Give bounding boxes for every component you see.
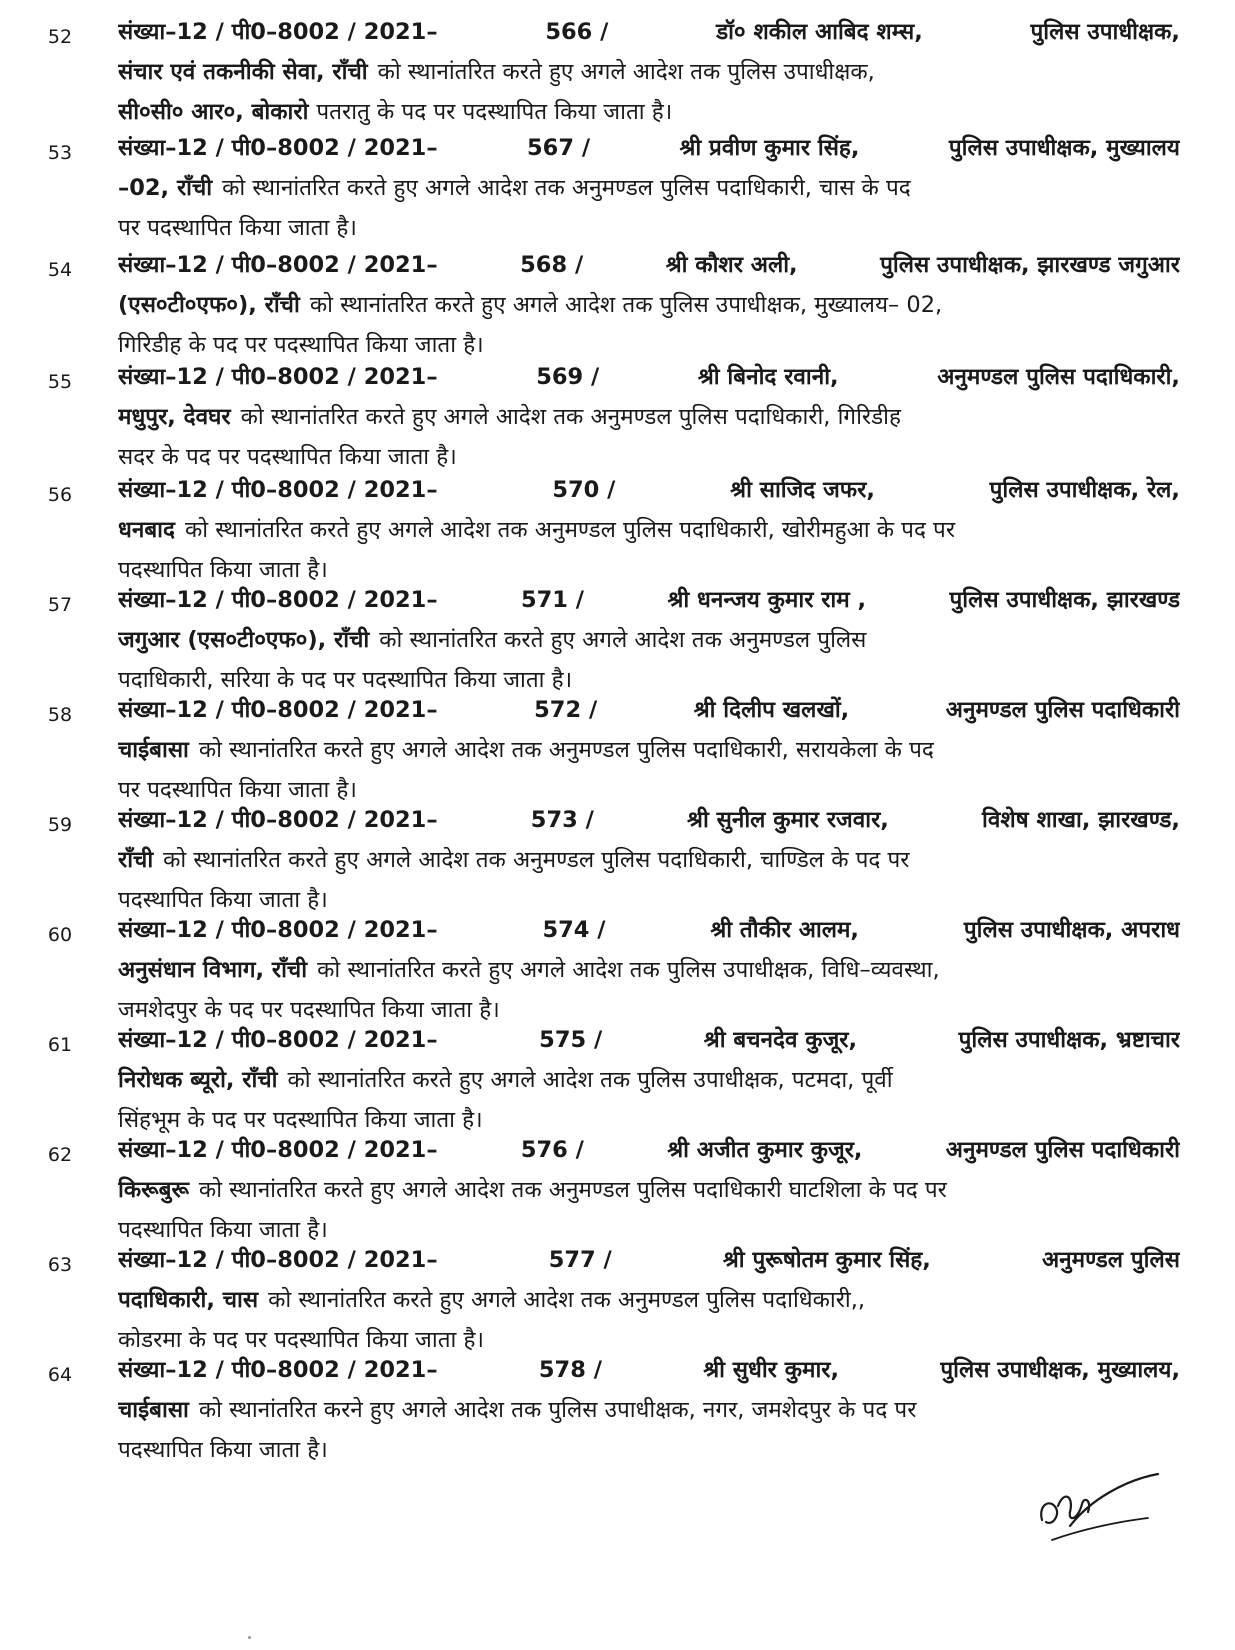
serial-number: 60 [47,924,73,946]
order-text: को स्थानांतरित करते हुए अगले आदेश तक पुलिस उपाधीक्षक, मुख्यालय– 02, [309,292,943,318]
entry-text [118,357,1180,477]
order-text: को स्थानांतरित करते हुए अगले आदेश तक अनुमण्डल पुलिस पदाधिकारी, चास के पद [222,175,911,201]
posting-place: पदाधिकारी, चास [118,1287,259,1313]
entry-text [118,690,1180,810]
order-text: को स्थानांतरित करते हुए अगले आदेश तक पुलिस उपाधीक्षक, पटमदा, पूर्वी [287,1067,893,1093]
entry-line-3 [118,1430,1180,1470]
officer-designation: अनुमण्डल पुलिस पदाधिकारी, [937,364,1180,390]
order-number: 568 / [520,252,584,278]
order-text: को स्थानांतरित करते हुए अगले आदेश तक अनुमण्डल पुलिस पदाधिकारी, सरायकेला के पद [198,737,934,763]
entry-line-2 [118,620,1180,660]
serial-number: 59 [47,814,73,836]
officer-name: श्री प्रवीण कुमार सिंह, [679,135,860,161]
officer-name: श्री सुनील कुमार रजवार, [687,807,889,833]
entry-line-3 [118,92,1180,132]
officer-designation: विशेष शाखा, झारखण्ड, [982,807,1180,833]
officer-designation: पुलिस उपाधीक्षक, [1030,19,1180,45]
posting-place: राँची [118,847,154,873]
entry-line-2 [118,840,1180,880]
serial-number: 52 [47,26,73,48]
reference-number: संख्या–12 / पी0–8002 / 2021– [118,135,438,161]
order-number: 577 / [548,1247,612,1273]
order-number: 573 / [530,807,594,833]
reference-number: संख्या–12 / पी0–8002 / 2021– [118,477,438,503]
entry-text [118,1350,1180,1470]
entry-text [118,1130,1180,1250]
officer-name: श्री दिलीप खलखों, [693,697,850,723]
reference-number: संख्या–12 / पी0–8002 / 2021– [118,364,438,390]
entry-line-1 [118,357,1180,397]
order-text: को स्थानांतरित करते हुए अगले आदेश तक अनुमण्डल पुलिस पदाधिकारी, चाण्डिल के पद पर [163,847,910,873]
order-closing: पदाधिकारी, सरिया के पद पर पदस्थापित किया जाता है। [118,667,573,693]
order-text: को स्थानांतरित करने हुए अगले आदेश तक पुलिस उपाधीक्षक, नगर, जमशेदपुर के पद पर [198,1397,917,1423]
entry-line-1 [118,470,1180,510]
officer-name: श्री बिनोद रवानी, [697,364,839,390]
officer-designation: पुलिस उपाधीक्षक, झारखण्ड जगुआर [880,252,1180,278]
officer-designation: पुलिस उपाधीक्षक, भ्रष्टाचार [958,1027,1180,1053]
entry-text [118,470,1180,590]
posting-place: चाईबासा [118,737,189,763]
order-number: 571 / [521,587,585,613]
reference-number: संख्या–12 / पी0–8002 / 2021– [118,1357,438,1383]
entry-line-2 [118,168,1180,208]
entry-line-1 [118,1020,1180,1060]
entry-line-2 [118,730,1180,770]
order-number: 566 / [545,19,609,45]
posting-place: मधुपुर, देवघर [118,404,231,430]
officer-designation: पुलिस उपाधीक्षक, रेल, [989,477,1180,503]
officer-name: श्री कौशर अली, [665,252,798,278]
serial-number: 61 [47,1034,73,1056]
order-closing: सदर के पद पर पदस्थापित किया जाता है। [118,444,457,470]
entry-line-1 [118,128,1180,168]
officer-designation: पुलिस उपाधीक्षक, अपराध [963,917,1180,943]
order-closing: पदस्थापित किया जाता है। [118,1437,328,1463]
officer-designation: पुलिस उपाधीक्षक, मुख्यालय [948,135,1180,161]
entry-line-2 [118,52,1180,92]
entry-line-1 [118,1350,1180,1390]
posting-place: (एस०टी०एफ०), राँची [118,292,300,318]
officer-designation: अनुमण्डल पुलिस पदाधिकारी [945,1137,1180,1163]
officer-name: श्री अजीत कुमार कुजूर, [667,1137,863,1163]
entry-line-2 [118,1390,1180,1430]
entry-text [118,910,1180,1030]
reference-number: संख्या–12 / पी0–8002 / 2021– [118,587,438,613]
entry-line-1 [118,580,1180,620]
officer-designation: पुलिस उपाधीक्षक, मुख्यालय, [940,1357,1180,1383]
serial-number: 57 [47,594,73,616]
officer-name: श्री साजिद जफर, [730,477,875,503]
entry-text [118,1240,1180,1360]
order-closing: कोडरमा के पद पर पदस्थापित किया जाता है। [118,1327,484,1353]
serial-number: 53 [47,142,73,164]
entry-text [118,580,1180,700]
officer-name: श्री सुधीर कुमार, [703,1357,840,1383]
order-number: 567 / [527,135,591,161]
posting-place: चाईबासा [118,1397,189,1423]
order-number: 569 / [536,364,600,390]
order-closing: पदस्थापित किया जाता है। [118,557,328,583]
order-closing: पर पदस्थापित किया जाता है। [118,777,357,803]
order-number: 572 / [534,697,598,723]
officer-designation: अनुमण्डल पुलिस पदाधिकारी [945,697,1180,723]
order-number: 574 / [542,917,606,943]
reference-number: संख्या–12 / पी0–8002 / 2021– [118,1247,438,1273]
entry-line-1 [118,12,1180,52]
posting-place: जगुआर (एस०टी०एफ०), राँची [118,627,370,653]
serial-number: 62 [47,1144,73,1166]
officer-designation: अनुमण्डल पुलिस [1041,1247,1180,1273]
posting-place: निरोधक ब्यूरो, राँची [118,1067,278,1093]
officer-name: श्री बचनदेव कुजूर, [703,1027,858,1053]
entry-line-1 [118,690,1180,730]
entry-text [118,12,1180,132]
reference-number: संख्या–12 / पी0–8002 / 2021– [118,697,438,723]
entry-line-1 [118,910,1180,950]
order-text: को स्थानांतरित करते हुए अगले आदेश तक अनुमण्डल पुलिस पदाधिकारी, खोरीमहुआ के पद पर [184,517,956,543]
order-number: 576 / [520,1137,584,1163]
serial-number: 58 [47,704,73,726]
order-closing: सिंहभूम के पद पर पदस्थापित किया जाता है। [118,1107,483,1133]
posting-place: संचार एवं तकनीकी सेवा, राँची [118,59,368,85]
officer-designation: पुलिस उपाधीक्षक, झारखण्ड [949,587,1180,613]
entry-line-2 [118,1060,1180,1100]
order-number: 570 / [552,477,616,503]
posting-place: धनबाद [118,517,175,543]
reference-number: संख्या–12 / पी0–8002 / 2021– [118,252,438,278]
posting-place-continued: सी०सी० आर०, बोकारो [118,99,309,125]
order-text: को स्थानांतरित करते हुए अगले आदेश तक अनुमण्डल पुलिस पदाधिकारी, गिरिडीह [240,404,901,430]
entry-line-2 [118,510,1180,550]
serial-number: 56 [47,484,73,506]
entry-line-2 [118,397,1180,437]
order-text: को स्थानांतरित करते हुए अगले आदेश तक पुलिस उपाधीक्षक, विधि–व्यवस्था, [317,957,940,983]
officer-name: श्री धनन्जय कुमार राम , [667,587,867,613]
order-text: को स्थानांतरित करते हुए अगले आदेश तक अनुमण्डल पुलिस पदाधिकारी,, [268,1287,866,1313]
reference-number: संख्या–12 / पी0–8002 / 2021– [118,807,438,833]
signature [1030,1460,1180,1550]
entry-line-1 [118,245,1180,285]
officer-name: श्री तौकीर आलम, [710,917,859,943]
entry-line-1 [118,1240,1180,1280]
reference-number: संख्या–12 / पी0–8002 / 2021– [118,917,438,943]
entry-line-2 [118,1280,1180,1320]
entry-text [118,1020,1180,1140]
entry-line-2 [118,1170,1180,1210]
entry-line-3 [118,208,1180,248]
order-number: 578 / [538,1357,602,1383]
entry-line-1 [118,1130,1180,1170]
officer-name: श्री पुरूषोतम कुमार सिंह, [722,1247,931,1273]
entry-text [118,245,1180,365]
order-text: को स्थानांतरित करते हुए अगले आदेश तक पुलिस उपाधीक्षक, [377,59,875,85]
posting-place: अनुसंधान विभाग, राँची [118,957,308,983]
posting-place: किरूबुरू [118,1177,189,1203]
entry-text [118,800,1180,920]
order-text: को स्थानांतरित करते हुए अगले आदेश तक अनुमण्डल पुलिस [379,627,867,653]
order-closing: पदस्थापित किया जाता है। [118,1217,328,1243]
reference-number: संख्या–12 / पी0–8002 / 2021– [118,19,438,45]
order-number: 575 / [539,1027,603,1053]
entry-text [118,128,1180,248]
reference-number: संख्या–12 / पी0–8002 / 2021– [118,1137,438,1163]
order-closing: जमशेदपुर के पद पर पदस्थापित किया जाता है। [118,997,500,1023]
posting-place: –02, राँची [118,175,213,201]
order-text: को स्थानांतरित करते हुए अगले आदेश तक अनुमण्डल पुलिस पदाधिकारी घाटशिला के पद पर [198,1177,947,1203]
serial-number: 64 [47,1364,73,1386]
entry-line-2 [118,285,1180,325]
reference-number: संख्या–12 / पी0–8002 / 2021– [118,1027,438,1053]
serial-number: 54 [47,259,73,281]
entry-line-2 [118,950,1180,990]
order-closing: गिरिडीह के पद पर पदस्थापित किया जाता है। [118,332,484,358]
order-closing: पर पदस्थापित किया जाता है। [118,215,357,241]
order-closing: पदस्थापित किया जाता है। [118,887,328,913]
scan-speck [248,1636,251,1639]
officer-name: डॉ० शकील आबिद शम्स, [716,19,923,45]
entry-line-1 [118,800,1180,840]
serial-number: 63 [47,1254,73,1276]
serial-number: 55 [47,371,73,393]
order-closing: पतरातु के पद पर पदस्थापित किया जाता है। [316,99,673,125]
